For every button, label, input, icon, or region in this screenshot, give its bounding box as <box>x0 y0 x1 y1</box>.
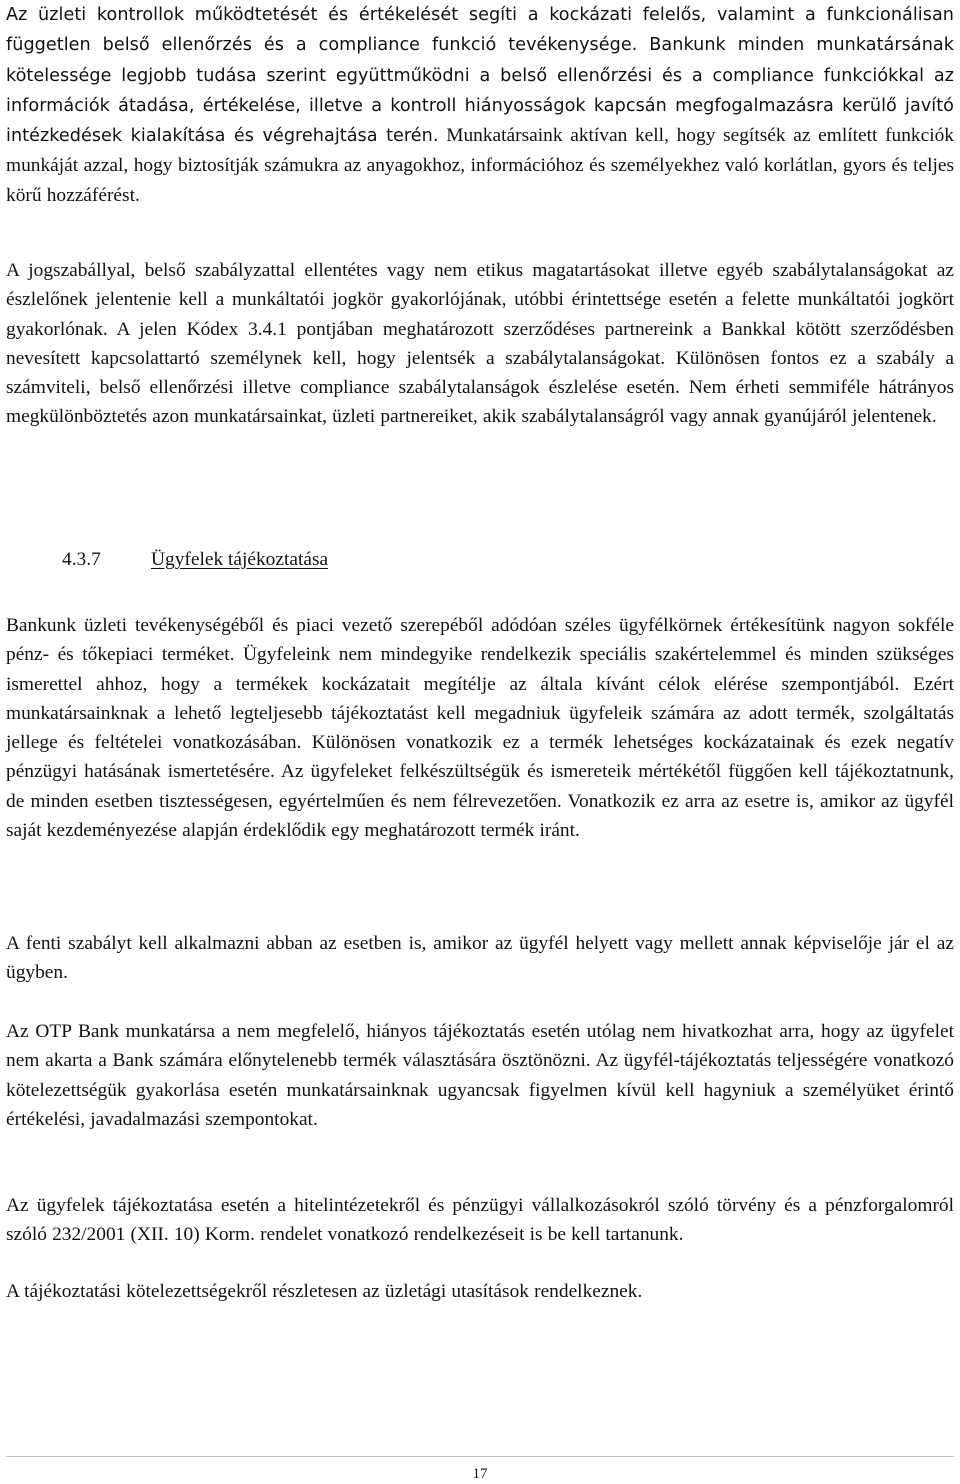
paragraph-irregularity-reporting: A jogszabállyal, belső szabályzattal ellentétes vagy nem etikus magatartásokat illetve egyéb szabálytalanságokat az észlelőnek jelentenie kell a munkáltatói jogkör gyakorlójának, utóbbi érintettsége esetén a felette munkáltatói jogkört gyakorlónak. A jelen Kódex 3.4.1 pontjában meghatározott szerződéses partnereink a Bankkal kötött szerződésben nevesített kapcsolattartó személynek kell, hogy jelentsék a szabálytalanságokat. Különösen fontos ez a szabály a számviteli, belső ellenőrzési illetve compliance szabálytalanságok észlelése esetén. Nem érheti semmiféle hátrányos megkülönböztetés azon munkatársainkat, üzleti partnereiket, akik szabálytalanságról vagy annak gyanújáról jelentenek. <box>6 260 954 428</box>
section-number: 4.3.7 <box>62 549 101 570</box>
paragraph-representative-rule: A fenti szabályt kell alkalmazni abban az esetben is, amikor az ügyfél helyett vagy mellett annak képviselője jár el az ügyben. <box>6 933 954 984</box>
footer-divider <box>6 1456 954 1457</box>
paragraph-internal-control-sans-part: Az üzleti kontrollok működtetését és értékelését segíti a kockázati felelős, valamint a funkcionálisan független belső ellenőrzés és a compliance funkció tevékenysége. Bankunk minden munkatársának kötelessége legjobb tudása szerint együttműködni a belső ellenőrzési és a compliance funkciókkal az információk átadása, értékelése, illetve a kontroll hiányosságok kapcsán megfogalmazásra kerülő javító intézkedések kialakítása és végrehajtása terén. <box>6 5 954 147</box>
paragraph-client-information: Bankunk üzleti tevékenységéből és piaci vezető szerepéből adódóan széles ügyfélkörnek értékesítünk nagyon sokféle pénz- és tőkepiaci terméket. Ügyfeleink nem mindegyike rendelkezik speciális szakértelemmel és minden szükséges ismerettel ahhoz, hogy a termékek kockázatait megítélje az általa kívánt célok elérése szempontjából. Ezért munkatársainknak a lehető legteljesebb tájékoztatást kell megadniuk ügyfeleik számára az adott termék, szolgáltatás jellege és feltételei vonatkozásában. Különösen vonatkozik ez a termék lehetséges kockázatainak és ezek negatív pénzügyi hatásának ismertetésére. Az ügyfeleket felkészültségük és ismereteik mértékétől függően kell tájékoztatnunk, de minden esetben tisztességesen, egyértelműen és nem félrevezetően. Vonatkozik ez arra az esetre is, amikor az ügyfél saját kezdeményezése alapján érdeklődik egy meghatározott termék iránt. <box>6 615 954 842</box>
paragraph-legal-compliance: Az ügyfelek tájékoztatása esetén a hitelintézetekről és pénzügyi vállalkozásokról szóló törvény és a pénzforgalomról szóló 232/2001 (XII. 10) Korm. rendelet vonatkozó rendelkezéseit is be kell tartanunk. <box>6 1195 954 1246</box>
paragraph-internal-control-serif-part: Munkatársaink aktívan kell, hogy segítsék az említett funkciók munkáját azzal, hogy biztosítják számukra az anyagokhoz, információhoz és személyekhez való korlátlan, gyors és teljes körű hozzáférést. <box>6 125 954 206</box>
page-number: 17 <box>472 1466 488 1482</box>
paragraph-employee-obligation: Az OTP Bank munkatársa a nem megfelelő, hiányos tájékoztatás esetén utólag nem hivatkozhat arra, hogy az ügyfelet nem akarta a Bank számára előnytelenebb termék választására ösztönözni. Az ügyfél-tájékoztatás teljességére vonatkozó kötelezettségük gyakorlása esetén munkatársainknak ugyancsak figyelmen kívül kell hagyniuk a személyüket érintő értékelési, javadalmazási szempontokat. <box>6 1021 954 1130</box>
paragraph-internal-control <box>6 0 954 210</box>
paragraph-detailed-instructions: A tájékoztatási kötelezettségekről részletesen az üzletági utasítások rendelkeznek. <box>6 1281 643 1302</box>
section-title: Ügyfelek tájékoztatása <box>151 549 329 570</box>
